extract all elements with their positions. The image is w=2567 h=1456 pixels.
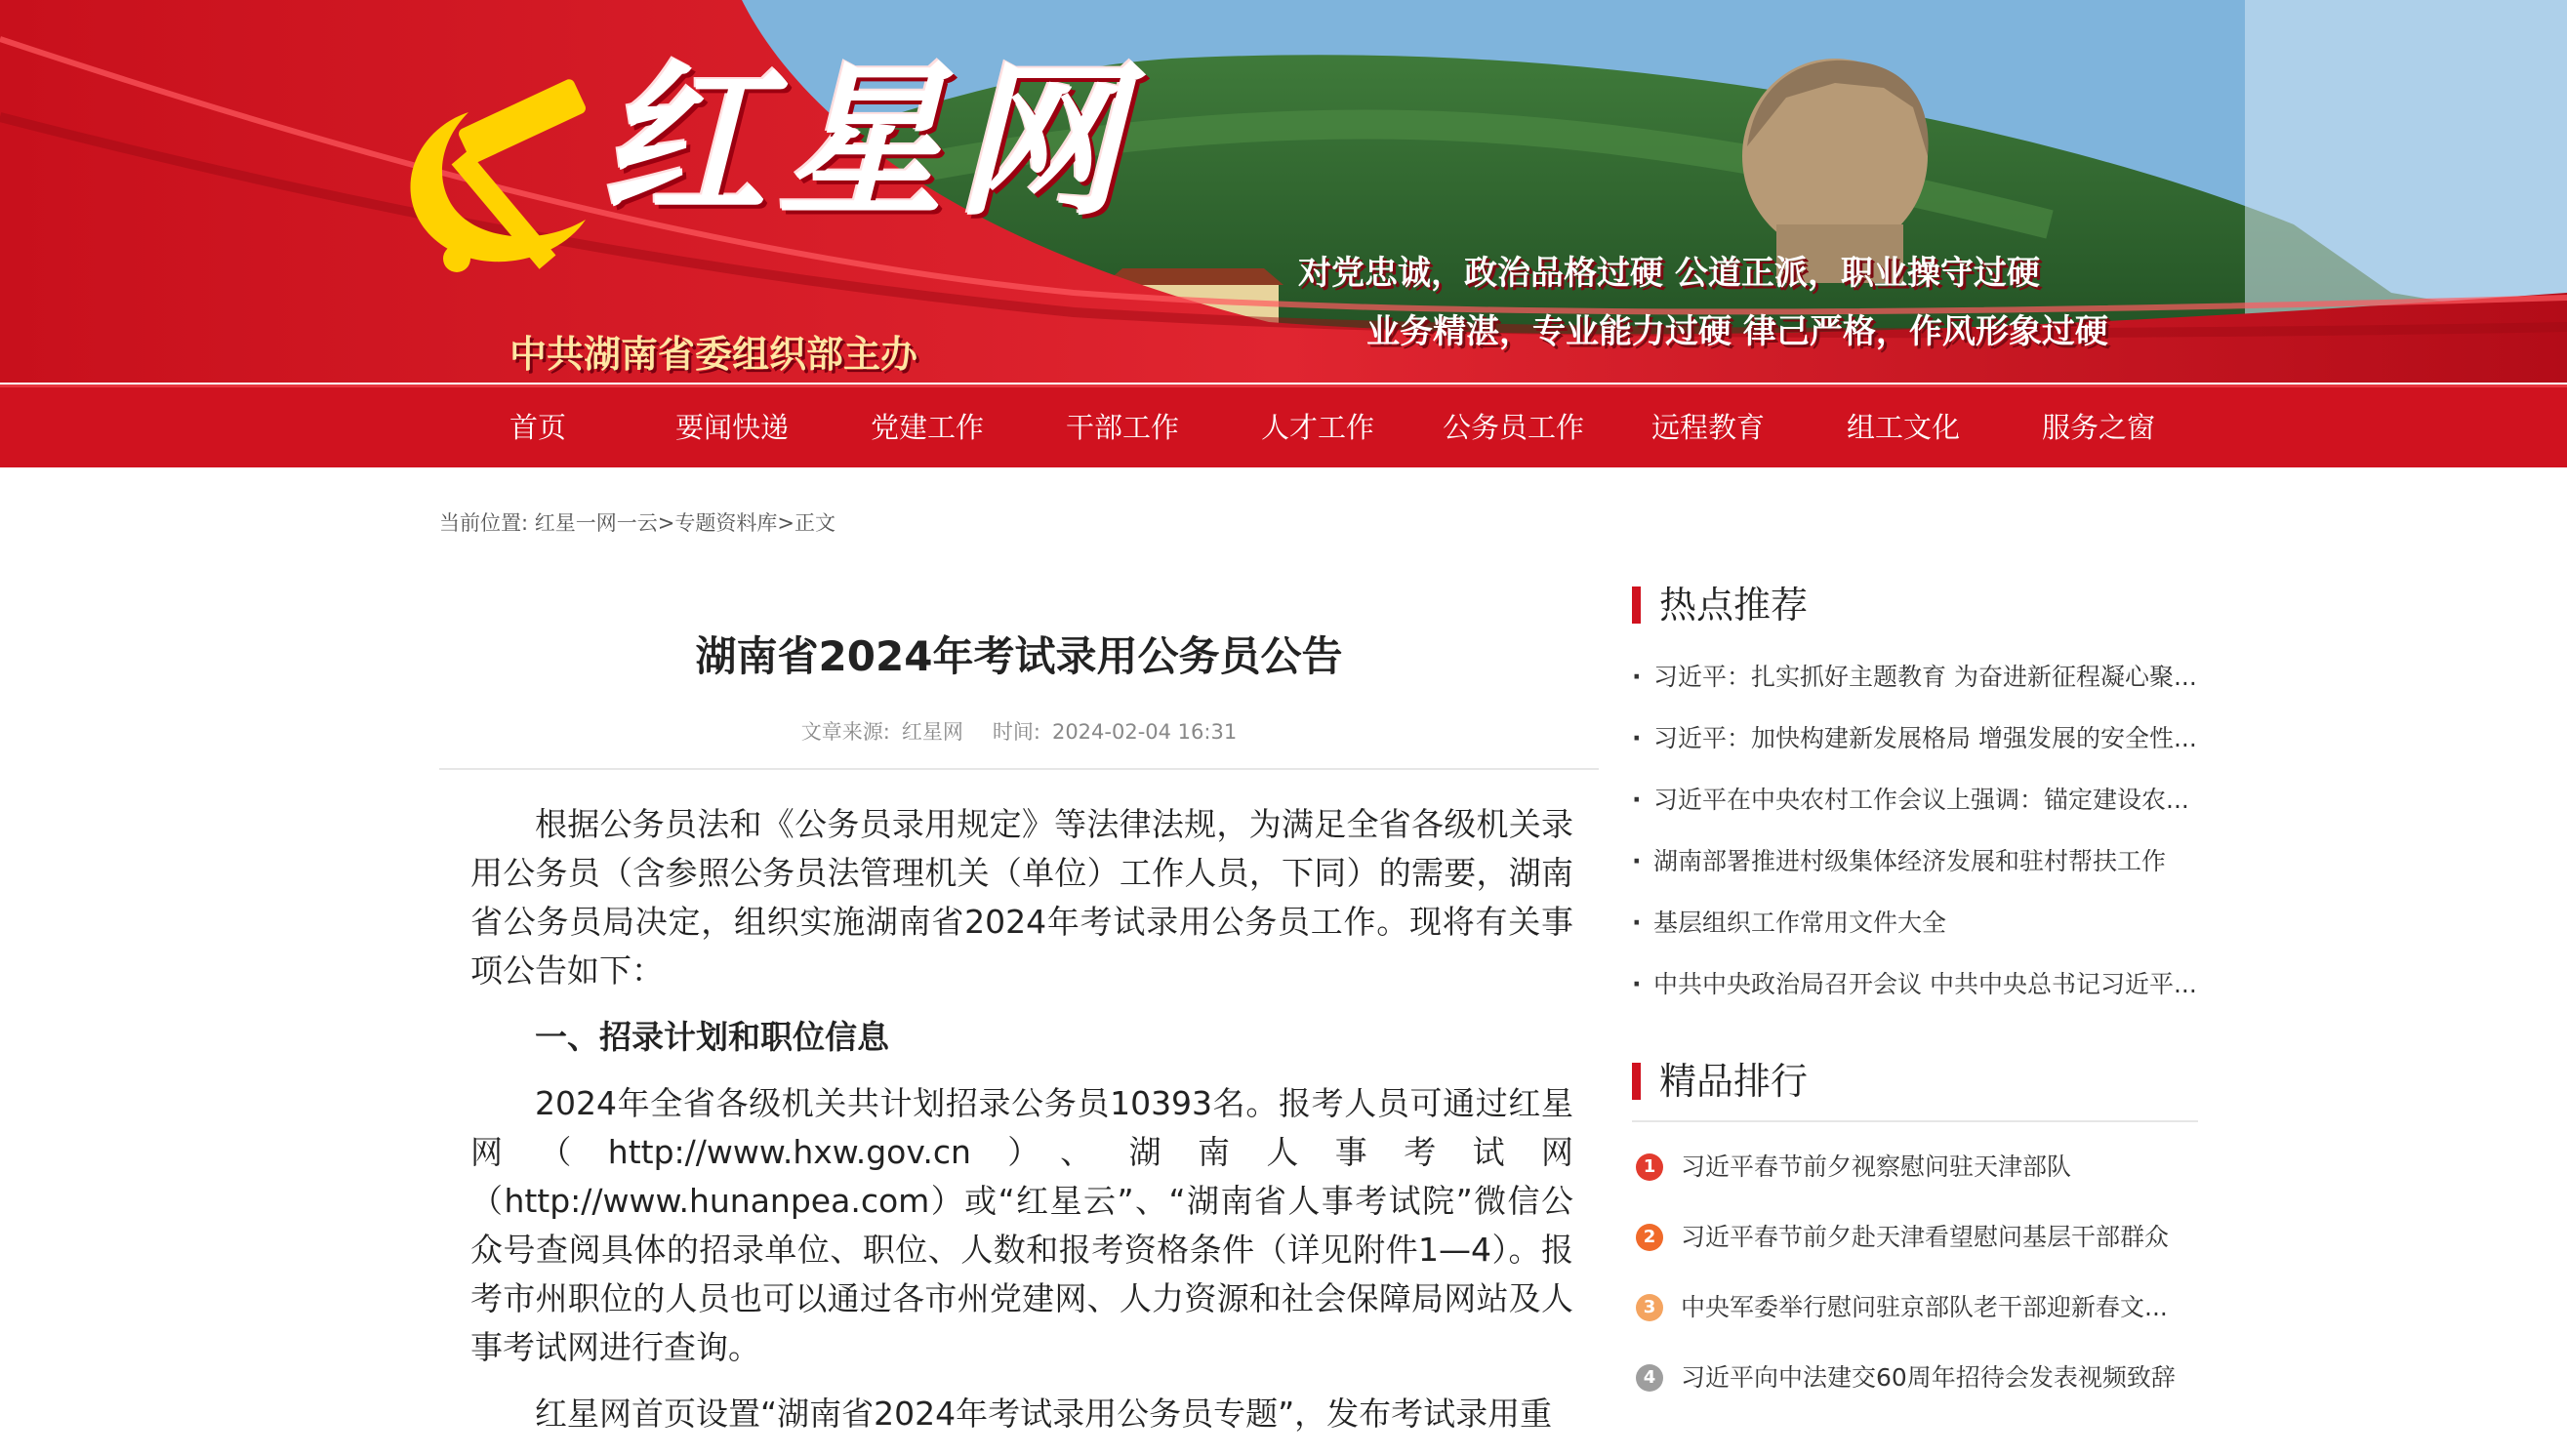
breadcrumb-prefix: 当前位置: [439,511,529,535]
list-item[interactable] [1632,1132,2198,1202]
site-banner [0,0,2567,383]
article-divider [439,768,1599,770]
nav-item-culture[interactable]: 组工文化 [1847,411,1961,444]
breadcrumb-item-home[interactable]: 红星一网一云 [534,511,658,535]
slogan-line-2: 业务精湛，专业能力过硬 律己严格，作风形象过硬 [1366,312,2108,351]
hot-recommend-panel [1632,578,2198,1015]
hot-recommend-heading: 热点推荐 [1632,578,2198,632]
nav-item-civil-servant[interactable]: 公务员工作 [1443,411,1585,444]
nav-item-cadre-work[interactable]: 干部工作 [1066,411,1180,444]
rank-badge: 4 [1636,1364,1663,1392]
article-paragraph: 红星网首页设置“湖南省2024年考试录用公务员专题”，发布考试录用重 [535,1395,1553,1433]
article-paragraph: 2024年全省各级机关共计划招录公务员10393名。报考人员可通过红星网（http://www.hxw.gov.cn）、湖南人事考试网（http://www.hunanpea.com）或“红星云”、“湖南省人事考试院”微信公众号查阅具体的招录单位、职位、人数和报考资格条件（详见附件1—4）。报考市州职位的人员也可以通过各市州党建网、人力资源和社会保障局网站及人事考试网进行查询。 [470,1084,1573,1366]
breadcrumb-separator: > [777,511,795,535]
rank-item-text: 习近平春节前夕视察慰问驻天津部队 [1681,1153,2072,1181]
banner-artwork [0,0,2567,383]
rank-item-text: 习近平向中法建交60周年招待会发表视频致辞 [1681,1363,2176,1392]
list-item[interactable]: · 习近平：扎实抓好主题教育 为奋进新征程凝心聚... [1632,646,2198,708]
breadcrumb-item-current: 正文 [794,511,835,535]
list-item[interactable] [1632,1343,2198,1413]
nav-item-remote-education[interactable]: 远程教育 [1651,411,1766,444]
hot-recommend-list [1632,646,2198,1015]
rank-badge: 2 [1636,1224,1663,1251]
top-ranking-panel [1632,1054,2198,1413]
article-source: 红星网 [901,720,963,744]
nav-item-news[interactable]: 要闻快递 [675,411,790,444]
list-item[interactable]: · 中共中央政治局召开会议 中共中央总书记习近平... [1632,953,2198,1015]
rank-item-text: 习近平春节前夕赴天津看望慰问基层干部群众 [1681,1223,2170,1251]
nav-item-talent-work[interactable]: 人才工作 [1261,411,1375,444]
list-item[interactable]: · 湖南部署推进村级集体经济发展和驻村帮扶工作 [1632,830,2198,892]
article-paragraph: 根据公务员法和《公务员录用规定》等法律法规，为满足全省各级机关录用公务员（含参照公务员法管理机关（单位）工作人员，下同）的需要，湖南省公务员局决定，组织实施湖南省2024年考试录用公务员工作。现将有关事项公告如下： [470,805,1573,990]
rank-badge: 3 [1636,1294,1663,1321]
breadcrumb-item-library[interactable]: 专题资料库 [674,511,778,535]
list-item[interactable] [1632,1202,2198,1273]
rank-badge: 1 [1636,1153,1663,1181]
nav-item-party-building[interactable]: 党建工作 [871,411,985,444]
source-label: 文章来源: [800,720,890,744]
article-title: 湖南省2024年考试录用公务员公告 [695,632,1343,680]
list-item[interactable]: · 基层组织工作常用文件大全 [1632,892,2198,953]
top-ranking-list [1632,1132,2198,1413]
ranking-divider [1632,1120,2198,1122]
nav-item-service[interactable]: 服务之窗 [2042,411,2156,444]
top-ranking-heading: 精品排行 [1632,1054,2198,1109]
time-label: 时间: [992,720,1040,744]
list-item[interactable]: · 习近平在中央农村工作会议上强调：锚定建设农... [1632,769,2198,830]
site-logo[interactable]: 红星网 [600,44,1134,239]
list-item[interactable] [1632,1273,2198,1343]
breadcrumb [439,507,835,537]
article-section-heading: 一、招录计划和职位信息 [535,1018,889,1056]
article-time: 2024-02-04 16:31 [1051,720,1238,744]
article-meta [439,716,1599,746]
nav-item-home[interactable]: 首页 [509,411,567,444]
article-body [470,800,1573,1456]
main-nav [0,384,2567,467]
list-item[interactable]: · 习近平：加快构建新发展格局 增强发展的安全性... [1632,708,2198,769]
rank-item-text: 中央军委举行慰问驻京部队老干部迎新春文... [1681,1293,2168,1321]
slogan-line-1: 对党忠诚，政治品格过硬 公道正派，职业操守过硬 [1298,254,2040,293]
organizer-text: 中共湖南省委组织部主办 [509,332,918,376]
breadcrumb-separator: > [657,511,675,535]
